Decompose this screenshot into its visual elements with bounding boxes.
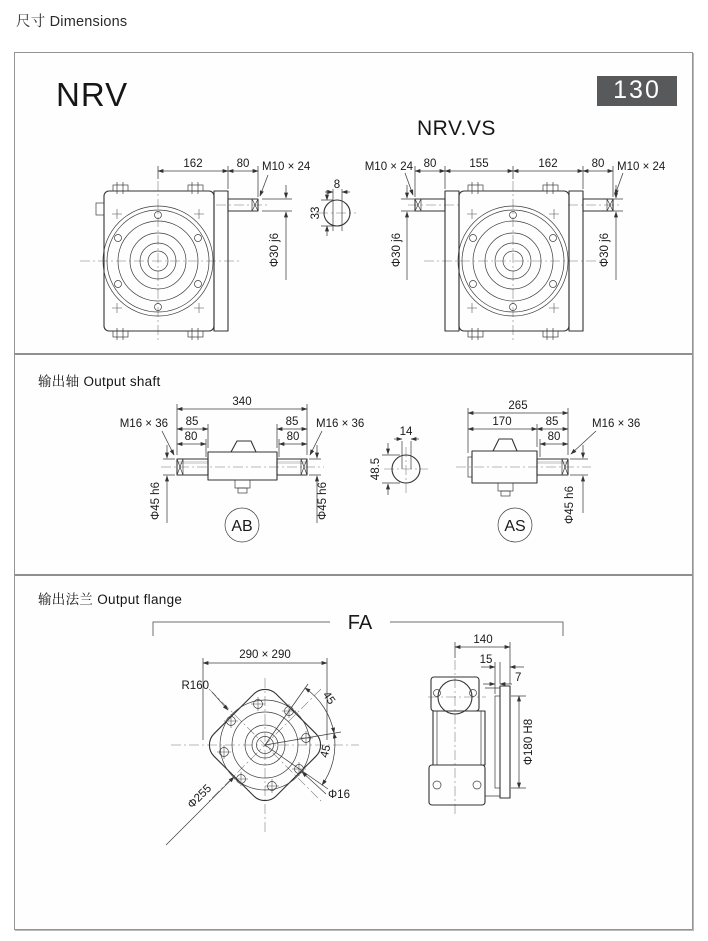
bore-dia-label: Φ180 H8 [523,718,535,766]
dim-85-left: 85 [185,416,199,428]
thread-label-left: M10 × 24 [364,161,413,173]
dia-left: Φ45 h6 [150,482,162,520]
key-width: 8 [333,179,341,191]
bolt-circle-label: Φ255 [185,782,215,812]
variant-label: NRV.VS [417,117,496,140]
key-height: 33 [310,206,322,220]
worm-key-section [310,179,356,236]
output-key-section [370,426,428,495]
angle-b: 45 [318,743,334,759]
output-flange-drawing [16,600,686,930]
dim-155: 155 [469,158,489,170]
dim-162: 162 [183,158,203,170]
nrv-vs-front-view [365,158,666,343]
dim-80-right: 80 [286,431,300,443]
key-height: 48.5 [370,457,382,481]
dim-total: 265 [508,400,528,412]
radius-label: R160 [181,680,209,692]
dia-right: Φ45 h6 [317,482,329,520]
shaft-as-view [456,400,640,542]
dim-total: 340 [232,396,252,408]
front-views-drawing [16,145,686,355]
shaft-ab-view [120,396,365,542]
dim-162: 162 [538,158,558,170]
dim-85: 85 [545,416,559,428]
thread-label-right: M10 × 24 [617,161,666,173]
dim-85-right: 85 [285,416,299,428]
fa-label: FA [347,612,373,634]
model-name: NRV [56,76,129,113]
nrv-front-view [80,158,311,343]
fa-bracket [153,612,563,636]
dim-80: 80 [547,431,561,443]
thread-left: M16 × 36 [119,418,168,430]
dim-80-right: 80 [591,158,605,170]
tag-ab: AB [231,518,253,535]
thread-right: M16 × 36 [316,418,365,430]
dim-170: 170 [492,416,512,428]
shaft-dia-right: Φ30 j6 [599,232,611,268]
hole-dia-label: Φ16 [328,789,350,801]
section-divider-2 [15,574,692,576]
dim-140: 140 [473,634,493,646]
dim-80-left: 80 [184,431,198,443]
output-shaft-heading: 输出轴 Output shaft [38,374,161,389]
dim-7: 7 [515,672,522,684]
shaft-dia-label: Φ30 j6 [269,232,281,268]
output-flange-heading: 输出法兰 Output flange [38,592,183,607]
size-badge: 130 [597,76,677,106]
angle-a: 45 [319,689,338,707]
page-title: 尺寸 Dimensions [16,14,128,30]
flange-side-view [428,634,535,815]
dia-label: Φ45 h6 [564,486,576,524]
thread-label: M10 × 24 [262,161,311,173]
thread-label: M16 × 36 [592,418,641,430]
dim-80-left: 80 [423,158,437,170]
output-shaft-drawing [16,395,686,565]
key-width: 14 [399,426,413,438]
dim-15: 15 [479,654,493,666]
shaft-dia-left: Φ30 j6 [391,232,403,268]
tag-as: AS [504,518,526,535]
flange-front-view [166,649,359,845]
dim-square: 290 × 290 [239,649,291,661]
dim-80: 80 [236,158,250,170]
